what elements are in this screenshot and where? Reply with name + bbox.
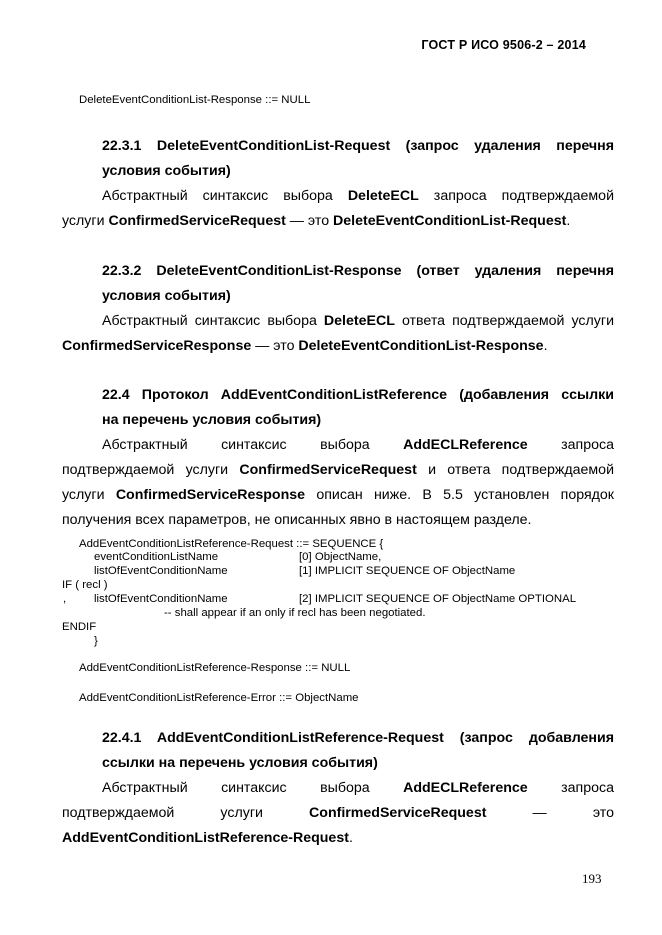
heading-line: условия события) [102, 163, 231, 179]
code-line: AddEventConditionListReference-Response ::= NULL [79, 662, 351, 674]
heading-line: ссылки на перечень условия события) [102, 755, 378, 771]
paragraph-line: подтверждаемой услуги ConfirmedServiceRequest и ответа подтверждаемой [62, 462, 614, 478]
code-comment: -- shall appear if an only if recl has been negotiated. [164, 607, 426, 619]
heading-line: на перечень условия события) [102, 412, 322, 428]
page-number: 193 [582, 871, 602, 886]
paragraph-line: Абстрактный синтаксис выбора AddECLReference запроса [102, 437, 614, 453]
heading-line: условия события) [102, 288, 231, 304]
heading-line: 22.3.2 DeleteEventConditionList-Response (ответ удаления перечня [102, 263, 614, 279]
section-heading-22-4-1 [62, 726, 614, 776]
heading-line: 22.4.1 AddEventConditionListReference-Request (запрос добавления [102, 730, 614, 746]
code-line: AddEventConditionListReference-Error ::= ObjectName [79, 692, 359, 704]
document-header: ГОСТ Р ИСО 9506-2 – 2014 [421, 38, 586, 52]
paragraph-line: Абстрактный синтаксис выбора DeleteECL ответа подтверждаемой услуги [102, 313, 614, 329]
paragraph-line: ConfirmedServiceResponse — это DeleteEventConditionList-Response. [62, 338, 548, 354]
section-heading-22-3-2 [62, 259, 614, 309]
section-heading-22-4 [62, 383, 614, 433]
code-line: AddEventConditionListReference-Request ::= SEQUENCE { [79, 538, 384, 550]
code-line: } [94, 635, 98, 647]
paragraph-22-3-1 [62, 184, 614, 234]
paragraph-line: получения всех параметров, не описанных явно в настоящем разделе. [62, 512, 532, 528]
code-line: DeleteEventConditionList-Response ::= NULL [79, 94, 311, 106]
code-line: IF ( recl ) [62, 579, 108, 591]
paragraph-line: AddEventConditionListReference-Request. [62, 830, 353, 846]
heading-line: 22.4 Протокол AddEventConditionListReference (добавления ссылки [102, 387, 614, 403]
paragraph-22-4 [62, 433, 614, 533]
paragraph-line: подтверждаемой услуги ConfirmedServiceRequest — это [62, 805, 614, 821]
paragraph-22-3-2 [62, 309, 614, 359]
paragraph-line: услуги ConfirmedServiceResponse описан ниже. В 5.5 установлен порядок [62, 487, 614, 503]
code-line: eventConditionListName [94, 551, 219, 563]
code-line: listOfEventConditionName [94, 593, 228, 605]
paragraph-22-4-1 [62, 776, 614, 851]
code-line: listOfEventConditionName [94, 565, 228, 577]
paragraph-line: Абстрактный синтаксис выбора DeleteECL запроса подтверждаемой [102, 188, 614, 204]
heading-line: 22.3.1 DeleteEventConditionList-Request (запрос удаления перечня [102, 138, 614, 154]
code-line: [0] ObjectName, [299, 551, 382, 563]
code-line: [2] IMPLICIT SEQUENCE OF ObjectName OPTIONAL [299, 593, 577, 605]
code-line: ENDIF [62, 621, 97, 633]
code-line: [1] IMPLICIT SEQUENCE OF ObjectName [299, 565, 516, 577]
paragraph-line: Абстрактный синтаксис выбора AddECLReference запроса [102, 780, 614, 796]
section-heading-22-3-1 [62, 134, 614, 184]
code-line: , [63, 593, 67, 605]
paragraph-line: услуги ConfirmedServiceRequest — это DeleteEventConditionList-Request. [62, 213, 571, 229]
